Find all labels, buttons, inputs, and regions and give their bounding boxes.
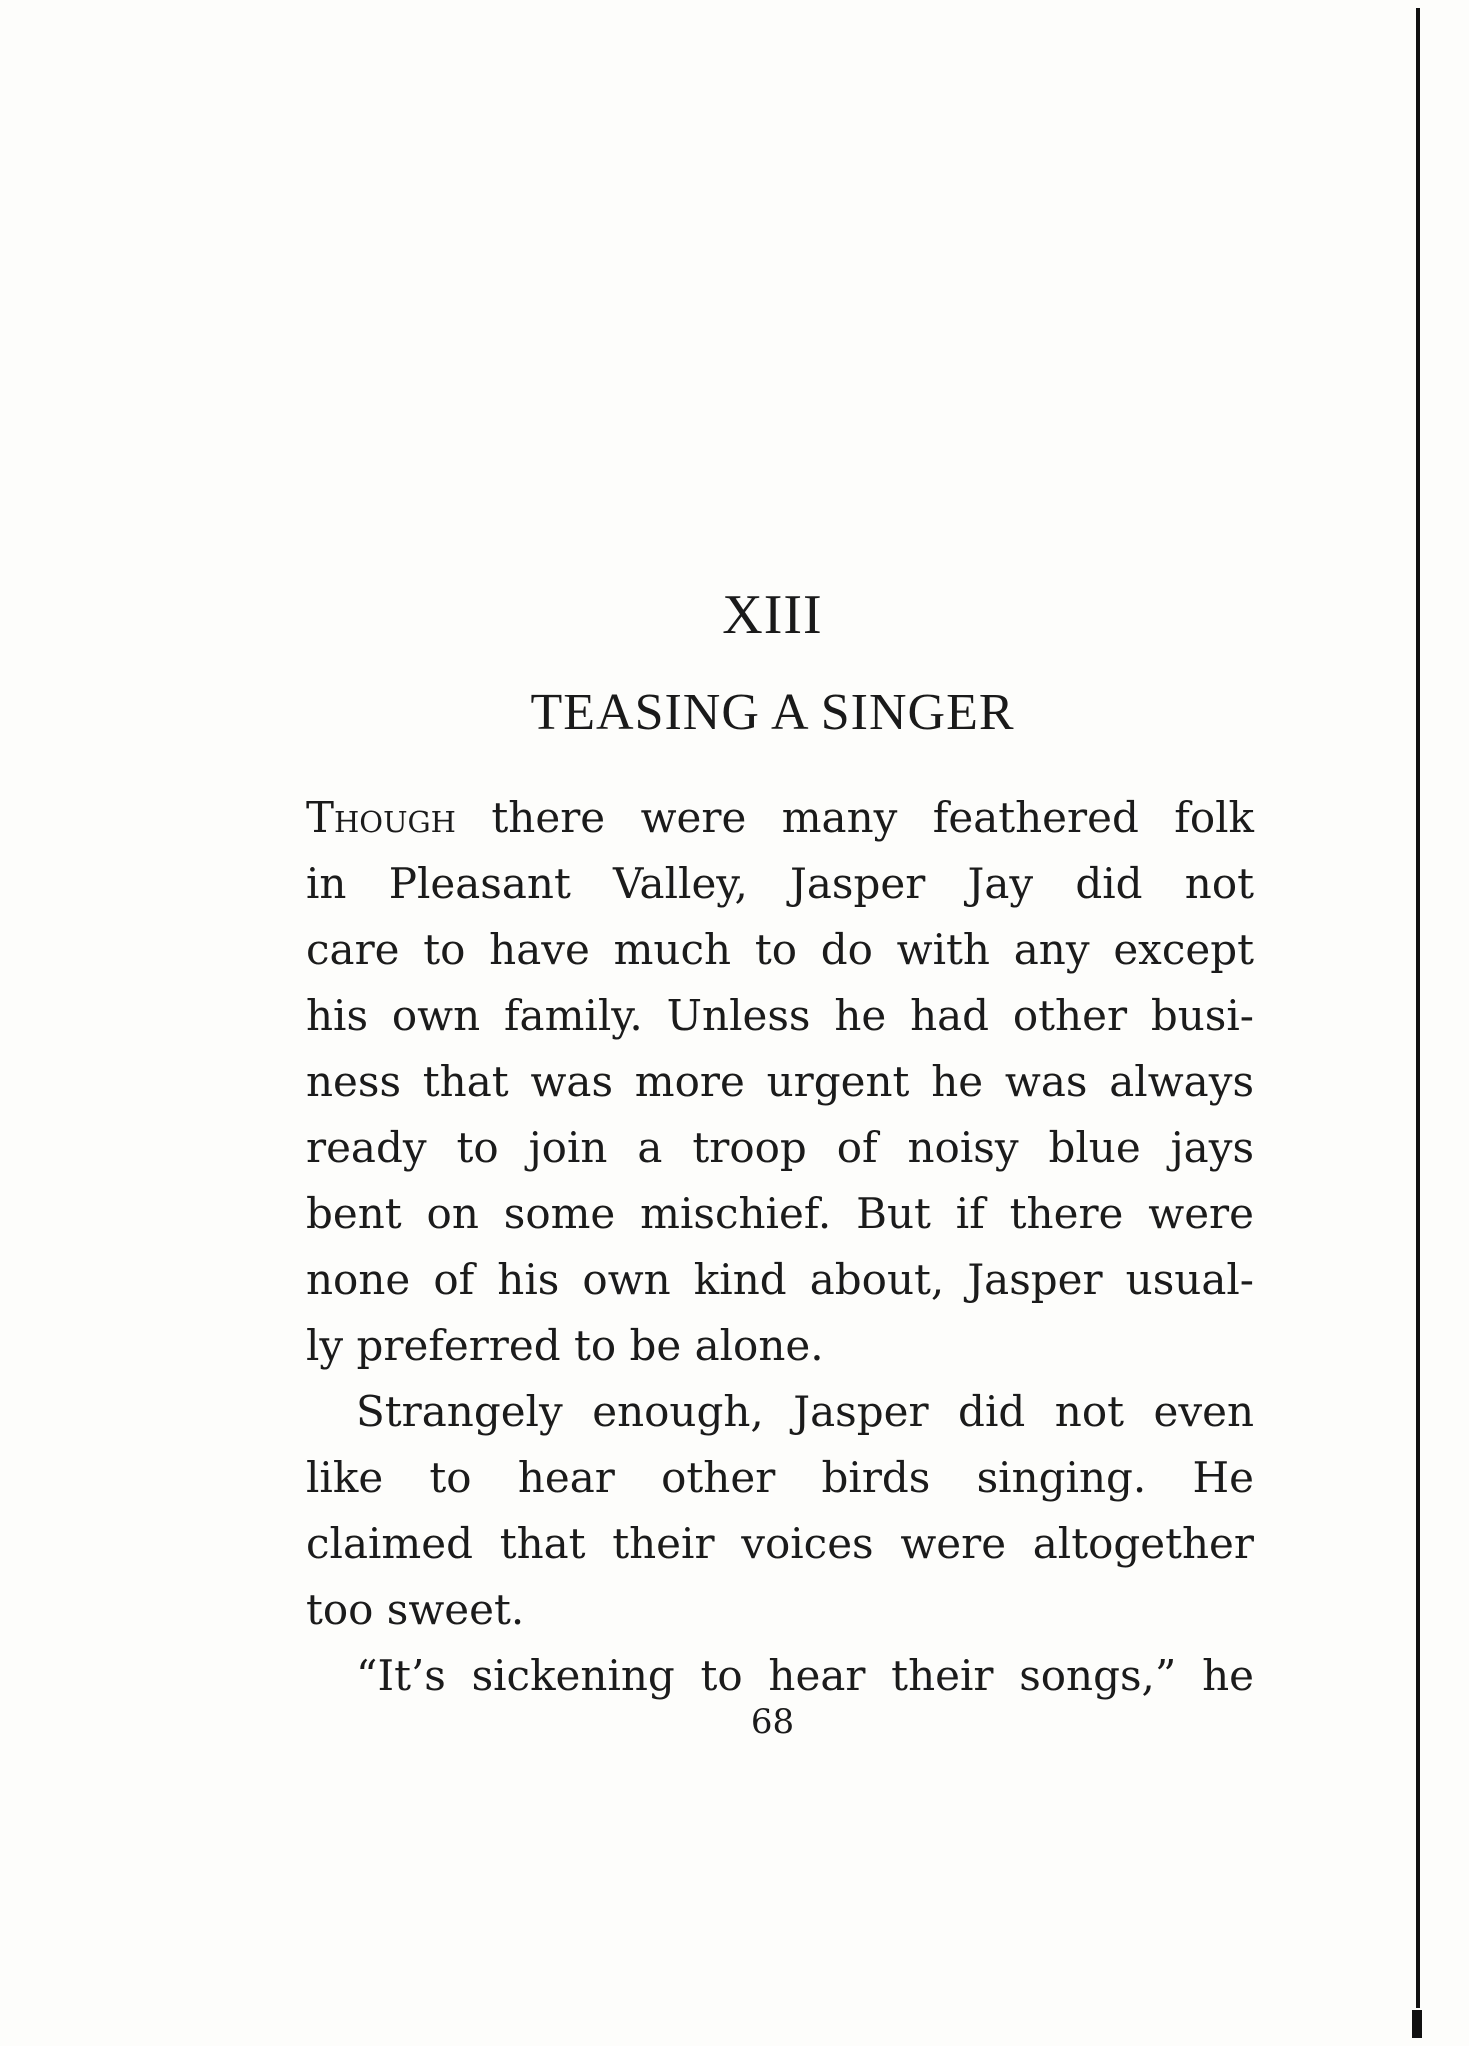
text-line: Strangely enough, Jasper did not even: [356, 1387, 1254, 1436]
chapter-body: [306, 785, 1254, 1709]
drop-word: Though: [306, 793, 456, 842]
text-line: like to hear other birds singing. He: [306, 1453, 1254, 1502]
page-edge-mark: [1412, 2010, 1422, 2038]
text-line: ly preferred to be alone.: [306, 1321, 824, 1370]
text-line: ness that was more urgent he was always: [306, 1057, 1254, 1106]
chapter-number: XIII: [722, 584, 823, 646]
text-line: bent on some mischief. But if there were: [306, 1189, 1254, 1238]
text-line: his own family. Unless he had other busi-: [306, 991, 1254, 1040]
text-line: claimed that their voices were altogether: [306, 1519, 1254, 1568]
chapter-title: TEASING A SINGER: [530, 684, 1015, 741]
text-line: in Pleasant Valley, Jasper Jay did not: [306, 859, 1254, 908]
text-line: ready to join a troop of noisy blue jays: [306, 1123, 1254, 1172]
text-line: Though there were many feathered folk: [306, 793, 1254, 842]
page-number: 68: [750, 1702, 795, 1742]
text-line: care to have much to do with any except: [306, 925, 1254, 974]
text-line: “It’s sickening to hear their songs,” he: [356, 1651, 1254, 1700]
text-line: too sweet.: [306, 1585, 525, 1634]
text-line: none of his own kind about, Jasper usual-: [306, 1255, 1254, 1304]
